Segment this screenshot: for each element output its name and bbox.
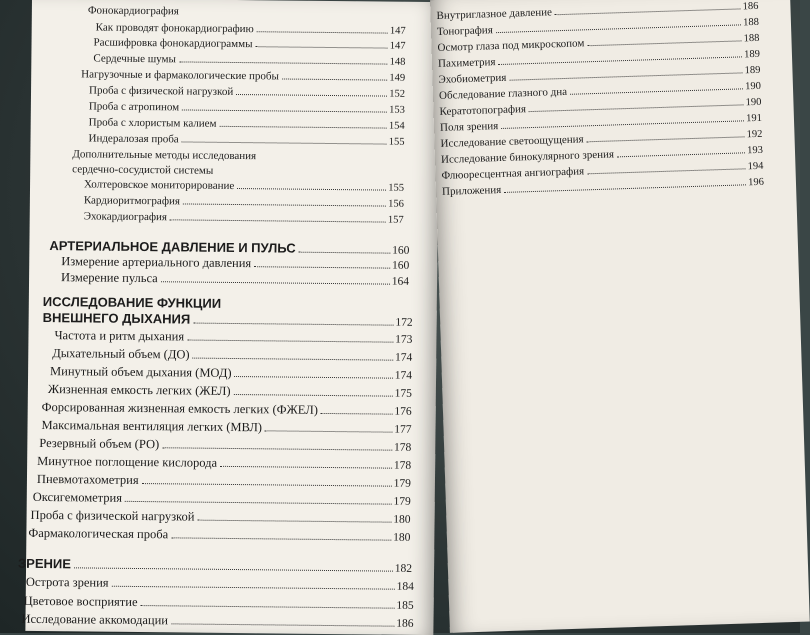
toc-entry: [72, 163, 213, 176]
toc-entry-page: 177: [394, 423, 412, 436]
toc-entry-title: Резервный объем (РО): [39, 435, 160, 452]
section-title: ИССЛЕДОВАНИЕ ФУНКЦИИ: [42, 293, 222, 311]
toc-entry-page: 191: [746, 112, 763, 125]
toc-entry-page: 178: [394, 441, 412, 454]
toc-entry: [54, 328, 412, 348]
dot-leader: [187, 340, 393, 343]
toc-entry-page: 194: [747, 160, 764, 173]
dot-leader: [501, 120, 744, 129]
section-heading-breathing-line1: [43, 294, 221, 311]
toc-entry-title: Эхобиометрия: [438, 71, 507, 86]
dot-leader: [236, 94, 387, 97]
toc-entry-title: Фонокардиография: [87, 4, 179, 18]
toc-entry: [50, 364, 412, 384]
toc-entry-page: 157: [387, 214, 404, 226]
toc-entry-page: 186: [396, 617, 414, 630]
dot-leader: [171, 537, 391, 540]
toc-entry: [89, 84, 405, 100]
dot-leader: [254, 266, 390, 268]
dot-leader: [197, 520, 391, 523]
toc-entry: [96, 22, 406, 38]
toc-entry-title: Цветовое восприятие: [23, 593, 138, 610]
toc-entry-title: Кератотопография: [439, 103, 527, 118]
dot-leader: [162, 447, 392, 450]
toc-entry-page: 185: [396, 599, 414, 612]
dot-leader: [179, 61, 388, 64]
toc-entry-page: 186: [742, 0, 759, 13]
dot-leader: [282, 78, 388, 80]
toc-entry-page: 175: [394, 387, 412, 400]
toc-entry: [33, 490, 411, 510]
toc-block-cardio: [32, 0, 440, 226]
toc-entry-title: Исследование аккомодации: [21, 611, 169, 628]
toc-entry: [89, 100, 405, 116]
dot-leader: [141, 605, 395, 609]
toc-entry-title: Эхокардиография: [83, 210, 168, 224]
toc-entry-page: 152: [389, 88, 406, 100]
section-page: 160: [392, 244, 410, 257]
dot-leader: [587, 168, 746, 174]
toc-entry-title: Внутриглазное давление: [436, 6, 553, 22]
toc-entry-title: Нагрузочные и фармакологические пробы: [81, 68, 279, 83]
dot-leader: [237, 188, 386, 191]
dot-leader: [193, 358, 393, 361]
dot-leader: [161, 281, 390, 284]
dot-leader: [256, 46, 388, 48]
toc-entry: [84, 194, 404, 210]
toc-entry-page: 164: [391, 275, 410, 288]
section-heading-vision: [18, 556, 412, 575]
right-page: [430, 0, 810, 633]
toc-entry-page: 189: [744, 64, 761, 77]
section-page: 182: [394, 562, 413, 575]
toc-entry-page: 173: [395, 333, 413, 346]
toc-entry-page: 189: [744, 48, 761, 61]
dot-leader: [183, 203, 386, 206]
dot-leader: [587, 40, 741, 46]
toc-entry-page: 188: [743, 32, 760, 45]
toc-entry-page: 154: [388, 120, 405, 132]
toc-entry-title: Оксигемометрия: [32, 489, 123, 505]
toc-entry-title: Тонография: [436, 24, 493, 38]
toc-entry: [39, 436, 411, 456]
section-heading-breathing-line2: [43, 310, 413, 329]
section-page: 172: [395, 316, 413, 329]
toc-entry-title: Острота зрения: [25, 574, 109, 590]
toc-entry: [21, 612, 413, 632]
toc-entry-title: Холтеровское мониторирование: [83, 178, 235, 192]
dot-leader: [496, 24, 741, 33]
toc-entry-title: Измерение пульса: [61, 270, 158, 286]
toc-entry-title: сердечно-сосудистой системы: [72, 163, 214, 177]
toc-entry-title: Измерение артериального давления: [61, 254, 252, 271]
toc-entry-title: Максимальная вентиляция легких (МВЛ): [41, 417, 263, 435]
toc-entry-page: 179: [393, 495, 411, 508]
dot-leader: [193, 323, 393, 326]
dot-leader: [170, 219, 386, 222]
toc-entry-title: Проба с физической нагрузкой: [88, 84, 234, 98]
toc-entry-title: Минутное поглощение кислорода: [37, 453, 218, 470]
toc-entry-title: Индералозая проба: [88, 132, 179, 146]
toc-entry-page: 180: [393, 513, 411, 526]
toc-entry-title: Проба с хлористым калием: [88, 116, 217, 130]
toc-entry-page: 147: [389, 25, 406, 37]
dot-leader: [587, 136, 745, 142]
dot-leader: [234, 394, 393, 397]
toc-entry: [89, 116, 405, 132]
toc-entry-title: Пневмотахометрия: [36, 471, 139, 488]
toc-entry: [52, 346, 412, 366]
toc-entry-title: Минутный объем дыхания (МОД): [50, 364, 232, 380]
toc-entry-title: Дыхательный объем (ДО): [52, 346, 190, 362]
toc-entry-page: 147: [389, 40, 406, 52]
toc-entry-page: 174: [394, 351, 413, 364]
toc-entry-title: Обследование глазного дна: [438, 85, 568, 102]
toc-entry-page: 155: [388, 136, 405, 148]
section-title: ЗРЕНИЕ: [18, 555, 72, 572]
toc-entry-page: 179: [393, 477, 412, 490]
dot-leader: [171, 623, 394, 626]
toc-entry-title: Поля зрения: [439, 120, 499, 134]
dot-leader: [509, 72, 742, 80]
toc-entry-page: 178: [393, 459, 412, 472]
toc-entry-title: Дополнительные методы исследования: [72, 148, 257, 163]
toc-entry-page: 188: [743, 16, 760, 29]
section-title: АРТЕРИАЛЬНОЕ ДАВЛЕНИЕ И ПУЛЬС: [49, 238, 296, 256]
toc-entry-page: 155: [388, 182, 405, 194]
dot-leader: [125, 501, 392, 505]
toc-entry-title: Как проводят фонокардиографию: [95, 21, 254, 36]
toc-entry-title: Флюоресцентная ангиография: [441, 165, 585, 182]
section-title: ВНЕШНЕГО ДЫХАНИЯ: [42, 309, 191, 327]
dot-leader: [265, 430, 392, 432]
toc-entry-page: 184: [396, 580, 414, 593]
dot-leader: [504, 184, 746, 193]
toc-entry-page: 160: [391, 259, 410, 272]
toc-entry: [31, 508, 411, 528]
toc-entry: [84, 210, 404, 226]
dot-leader: [112, 586, 395, 590]
toc-entry-page: 193: [747, 144, 764, 157]
toc-entry-page: 196: [748, 176, 765, 189]
dot-leader: [235, 376, 393, 379]
toc-entry-title: Кардиоритмография: [83, 194, 180, 208]
toc-entry-title: Частота и ритм дыхания: [54, 328, 185, 344]
toc-entry: [37, 454, 411, 474]
toc-entry-title: Проба с физической нагрузкой: [30, 507, 195, 524]
toc-entry-title: Сердечные шумы: [93, 52, 176, 66]
dot-leader: [142, 483, 392, 487]
toc-entry: [28, 526, 410, 546]
dot-leader: [499, 56, 743, 65]
toc-entry-page: 174: [394, 369, 413, 382]
toc-entry: [84, 178, 404, 194]
toc-entry-page: 190: [745, 96, 762, 109]
toc-entry: [81, 68, 405, 84]
toc-entry: [42, 400, 412, 420]
toc-entry-page: 176: [394, 405, 412, 418]
dot-leader: [321, 413, 393, 415]
toc-entry-page: 192: [746, 128, 763, 141]
toc-entry: [48, 382, 412, 402]
toc-entry-page: 148: [389, 56, 406, 68]
dot-leader: [617, 152, 745, 157]
toc-entry: [26, 575, 414, 595]
dot-leader: [257, 31, 388, 33]
toc-entry: [41, 418, 411, 438]
toc-entry-page: 190: [745, 80, 762, 93]
toc-entry-title: Форсированная жизненная емкость легких (ФЖЕЛ): [41, 399, 318, 417]
toc-entry-title: Осмотр глаза под микроскопом: [437, 37, 585, 54]
toc-entry: [61, 270, 409, 290]
dot-leader: [299, 252, 390, 254]
toc-entry: [93, 53, 405, 69]
toc-entry-title: Приложения: [441, 184, 502, 198]
toc-entry-title: Жизненная емкость легких (ЖЕЛ): [47, 382, 231, 398]
toc-entry: [72, 148, 256, 162]
toc-entry-title: Исследование бинокулярного зрения: [440, 148, 615, 166]
toc-entry-title: Проба с атропином: [88, 100, 180, 114]
toc-entry-page: 156: [388, 198, 404, 210]
toc-entry-title: Пахиметрия: [437, 56, 496, 70]
toc-entry-page: 180: [393, 531, 411, 544]
dot-leader: [182, 141, 387, 144]
toc-entry-title: Расшифровка фонокардиограммы: [93, 36, 253, 51]
dot-leader: [529, 104, 744, 112]
toc-entry: [88, 132, 404, 148]
dot-leader: [220, 466, 392, 469]
toc-entry: [24, 594, 414, 614]
toc-entry: [93, 37, 405, 53]
toc-entry: [37, 472, 411, 492]
left-page: [18, 0, 440, 635]
dot-leader: [220, 126, 387, 129]
toc-entry-page: 153: [389, 104, 405, 116]
toc-entry-title: Фармакологическая проба: [28, 525, 169, 542]
dot-leader: [570, 88, 743, 94]
toc-entry: [88, 4, 179, 17]
toc-entry-title: Исследование светоощущения: [440, 133, 584, 150]
toc-entry-page: 149: [389, 72, 406, 84]
dot-leader: [74, 567, 393, 571]
dot-leader: [182, 109, 387, 112]
dot-leader: [555, 8, 741, 15]
